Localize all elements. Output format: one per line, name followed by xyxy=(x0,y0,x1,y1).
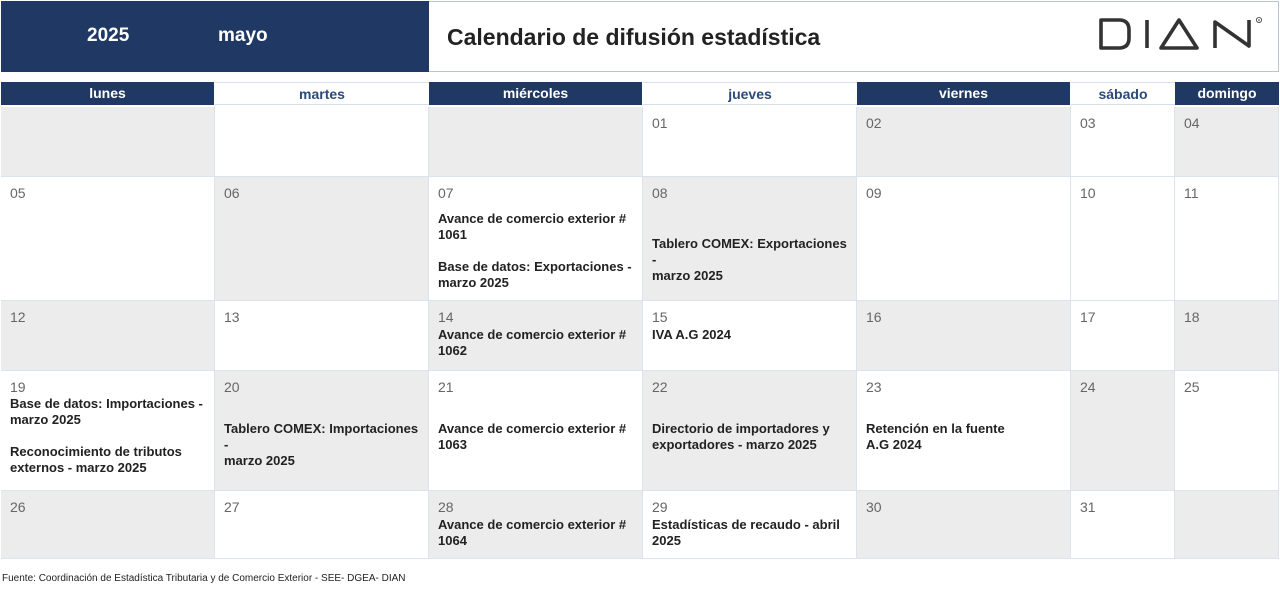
day-number: 29 xyxy=(652,499,668,515)
day-number: 09 xyxy=(866,185,882,201)
day-number: 01 xyxy=(652,115,668,131)
day-number: 03 xyxy=(1080,115,1096,131)
day-number: 18 xyxy=(1184,309,1200,325)
day-number: 28 xyxy=(438,499,454,515)
day-number: 23 xyxy=(866,379,882,395)
calendar-day-cell xyxy=(1175,491,1279,559)
calendar-day-cell xyxy=(1,371,215,491)
month-label: mayo xyxy=(218,25,268,46)
calendar-day-cell xyxy=(215,107,429,177)
day-events xyxy=(224,421,422,469)
day-events xyxy=(438,211,636,291)
day-events xyxy=(10,396,208,476)
calendar-day-cell xyxy=(643,301,857,371)
event-label: Base de datos: Importaciones - marzo 2025 xyxy=(10,396,203,427)
calendar-day-cell xyxy=(1,107,215,177)
calendar-day-cell xyxy=(215,491,429,559)
day-number: 14 xyxy=(438,309,454,325)
day-number: 26 xyxy=(10,499,26,515)
dian-logo xyxy=(1099,16,1265,56)
calendar-day-cell xyxy=(1071,371,1175,491)
calendar-day-cell xyxy=(1,491,215,559)
calendar-day-cell xyxy=(215,371,429,491)
day-number: 19 xyxy=(10,379,26,395)
day-events xyxy=(866,421,1064,453)
day-number: 20 xyxy=(224,379,240,395)
event-label: IVA A.G 2024 xyxy=(652,327,731,342)
page-title: Calendario de difusión estadística xyxy=(447,24,821,50)
day-number: 02 xyxy=(866,115,882,131)
day-number: 22 xyxy=(652,379,668,395)
calendar-day-cell xyxy=(1175,177,1279,301)
event-label: Base de datos: Exportaciones - marzo 2025 xyxy=(438,259,632,290)
calendar-day-cell xyxy=(215,177,429,301)
day-events xyxy=(652,236,850,284)
day-events xyxy=(438,327,636,359)
header-month-banner xyxy=(1,1,429,72)
event-label: Avance de comercio exterior # 1062 xyxy=(438,327,627,358)
day-events xyxy=(652,421,850,453)
event-label: Estadísticas de recaudo - abril 2025 xyxy=(652,517,840,548)
day-number: 15 xyxy=(652,309,668,325)
calendar-day-cell xyxy=(643,491,857,559)
calendar-day-cell xyxy=(643,371,857,491)
calendar-day-cell xyxy=(1175,107,1279,177)
day-number: 30 xyxy=(866,499,882,515)
calendar-day-cell xyxy=(643,177,857,301)
day-number: 25 xyxy=(1184,379,1200,395)
weekday-header-6: domingo xyxy=(1175,82,1279,105)
event-label: Tablero COMEX: Exportaciones - marzo 2025 xyxy=(652,236,847,283)
day-number: 24 xyxy=(1080,379,1096,395)
calendar-day-cell xyxy=(429,177,643,301)
calendar-day-cell xyxy=(857,371,1071,491)
day-number: 27 xyxy=(224,499,240,515)
calendar-day-cell xyxy=(1175,371,1279,491)
year-label: 2025 xyxy=(87,25,130,46)
calendar-day-cell xyxy=(1071,107,1175,177)
day-number: 08 xyxy=(652,185,668,201)
calendar-day-cell xyxy=(1175,301,1279,371)
weekday-header-5: sábado xyxy=(1071,82,1175,105)
weekday-header-1: martes xyxy=(215,82,429,105)
weekday-header-0: lunes xyxy=(1,82,214,105)
calendar-day-cell xyxy=(857,301,1071,371)
day-number: 13 xyxy=(224,309,240,325)
calendar-day-cell xyxy=(1071,301,1175,371)
day-events xyxy=(652,517,850,549)
day-events xyxy=(652,327,850,343)
calendar-day-cell xyxy=(857,491,1071,559)
day-events xyxy=(438,421,636,453)
event-label: Reconocimiento de tributos externos - marzo 2025 xyxy=(10,444,182,475)
event-label: Retención en la fuente A.G 2024 xyxy=(866,421,1005,452)
event-label: Tablero COMEX: Importaciones - marzo 2025 xyxy=(224,421,419,468)
calendar-day-cell xyxy=(429,491,643,559)
day-events xyxy=(438,517,636,549)
svg-text:R: R xyxy=(1257,18,1261,23)
weekday-header-4: viernes xyxy=(857,82,1070,105)
calendar-day-cell xyxy=(857,177,1071,301)
calendar-day-cell xyxy=(429,371,643,491)
calendar-day-cell xyxy=(857,107,1071,177)
day-number: 05 xyxy=(10,185,26,201)
weekday-header-3: jueves xyxy=(643,82,857,105)
event-label: Avance de comercio exterior # 1061 xyxy=(438,211,627,242)
day-number: 31 xyxy=(1080,499,1096,515)
day-number: 21 xyxy=(438,379,454,395)
event-label: Directorio de importadores y exportadores - marzo 2025 xyxy=(652,421,830,452)
event-label: Avance de comercio exterior # 1064 xyxy=(438,517,627,548)
day-number: 07 xyxy=(438,185,454,201)
event-label: Avance de comercio exterior # 1063 xyxy=(438,421,627,452)
day-number: 16 xyxy=(866,309,882,325)
calendar-day-cell xyxy=(429,301,643,371)
header-title-panel xyxy=(429,1,1279,72)
calendar-day-cell xyxy=(1071,491,1175,559)
calendar-day-cell xyxy=(643,107,857,177)
day-number: 10 xyxy=(1080,185,1096,201)
calendar-day-cell xyxy=(429,107,643,177)
day-number: 11 xyxy=(1184,185,1199,201)
day-number: 04 xyxy=(1184,115,1200,131)
weekday-header-2: miércoles xyxy=(429,82,642,105)
day-number: 17 xyxy=(1080,309,1096,325)
calendar-day-cell xyxy=(1071,177,1175,301)
calendar-day-cell xyxy=(1,177,215,301)
day-number: 06 xyxy=(224,185,240,201)
source-footnote: Fuente: Coordinación de Estadística Tributaria y de Comercio Exterior - SEE- DGEA- DIAN xyxy=(2,573,406,584)
day-number: 12 xyxy=(10,309,26,325)
calendar-day-cell xyxy=(1,301,215,371)
calendar-day-cell xyxy=(215,301,429,371)
